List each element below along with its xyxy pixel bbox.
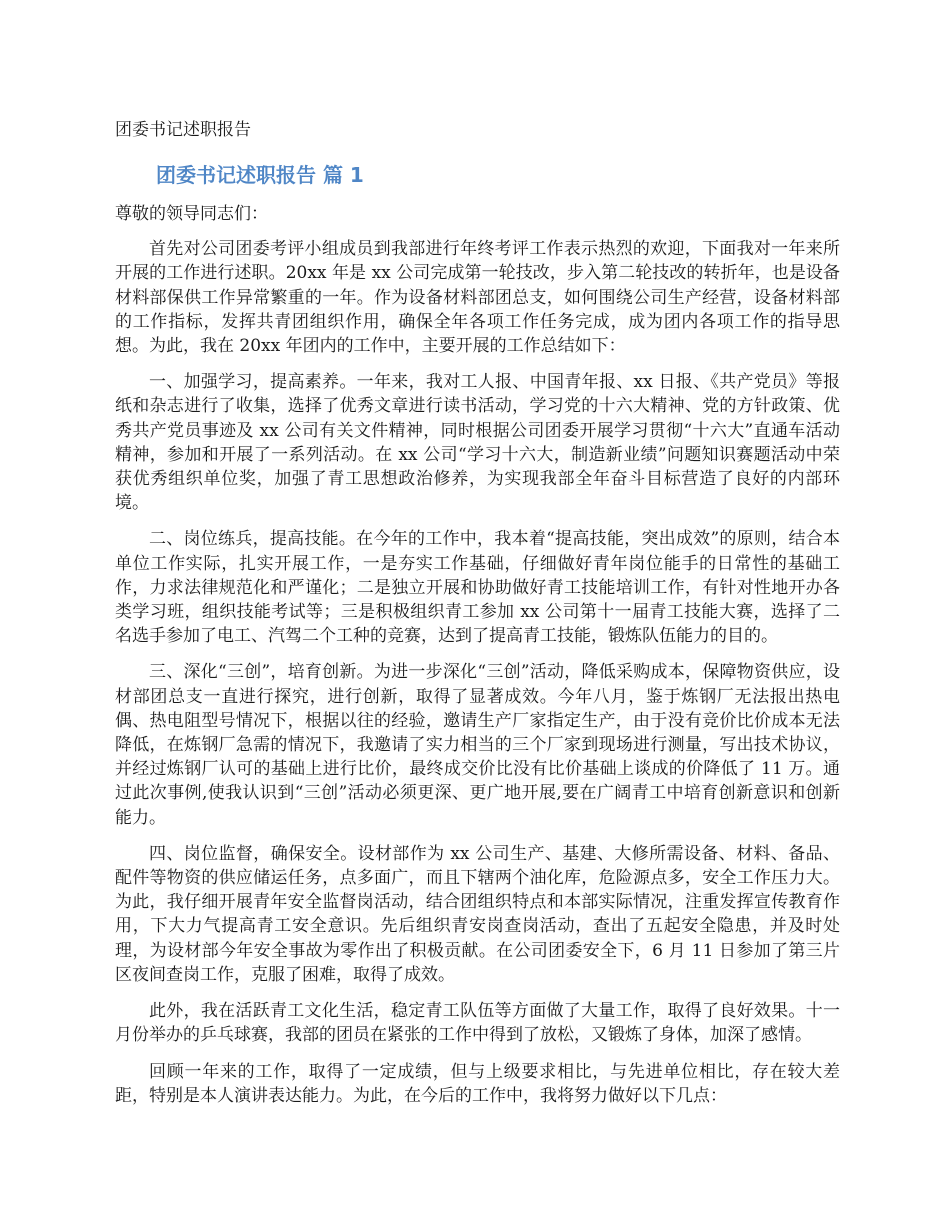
paragraph-skills: 二、岗位练兵，提高技能。在今年的工作中，我本着“提高技能，突出成效”的原则，结合本单位工作实际，扎实开展工作，一是夯实工作基础，仔细做好青年岗位能手的日常性的基础工作，力求法律规范化和严谨化；二是独立开展和协助做好青工技能培训工作，有针对性地开办各类学习班，组织技能考试等；三是积极组织青工参加 xx 公司第十一届青工技能大赛，选择了二名选手参加了电工、汽驾二个工种的竞赛，达到了提高青工技能，锻炼队伍能力的目的。 bbox=[115, 529, 840, 647]
paragraph-study: 一、加强学习，提高素养。一年来，我对工人报、中国青年报、xx 日报、《共产党员》等报纸和杂志进行了收集，选择了优秀文章进行读书活动，学习党的十六大精神、党的方针政策、优秀共产党员事迹及 xx 公司有关文件精神，同时根据公司团委开展学习贯彻“十六大”直通车活动精神，参加和开展了一系列活动。在 xx 公司“学习十六大，制造新业绩”问题知识赛题活动中荣获优秀组织单位奖，加强了青工思想政治修养，为实现我部全年奋斗目标营造了良好的内部环境。 bbox=[115, 372, 840, 514]
salutation: 尊敬的领导同志们： bbox=[115, 204, 268, 224]
paragraph-culture: 此外，我在活跃青工文化生活，稳定青工队伍等方面做了大量工作，取得了良好效果。十一月份举办的乒乓球赛，我部的团员在紧张的工作中得到了放松，又锻炼了身体，加深了感情。 bbox=[115, 1001, 840, 1046]
document-body bbox=[115, 118, 840, 1120]
paragraph-review: 回顾一年来的工作，取得了一定成绩，但与上级要求相比，与先进单位相比，存在较大差距，特别是本人演讲表达能力。为此，在今后的工作中，我将努力做好以下几点： bbox=[115, 1061, 840, 1106]
paragraph-safety: 四、岗位监督，确保安全。设材部作为 xx 公司生产、基建、大修所需设备、材料、备品、配件等物资的供应储运任务，点多面广，而且下辖两个油化库，危险源点多，安全工作压力大。为此，我仔细开展青年安全监督岗活动，结合团组织特点和本部实际情况，注重发挥宣传教育作用，下大力气提高青工安全意识。先后组织青安岗查岗活动，查出了五起安全隐患，并及时处理，为设材部今年安全事故为零作出了积极贡献。在公司团委安全下，6 月 11 日参加了第三片区夜间查岗工作，克服了困难，取得了成效。 bbox=[115, 843, 840, 985]
paragraph-innovation: 三、深化“三创”，培育创新。为进一步深化“三创”活动，降低采购成本，保障物资供应，设材部团总支一直进行探究，进行创新，取得了显著成效。今年八月，鉴于炼钢厂无法报出热电偶、热电阻型号情况下，根据以往的经验，邀请生产厂家指定生产，由于没有竞价比价成本无法降低，在炼钢厂急需的情况下，我邀请了实力相当的三个厂家到现场进行测量，写出技术协议，并经过炼钢厂认可的基础上进行比价，最终成交价比没有比价基础上谈成的价降低了 11 万。通过此次事例,使我认识到“三创”活动必须更深、更广地开展,要在广阔青工中培育创新意识和创新能力。 bbox=[115, 662, 840, 828]
paragraph-intro: 首先对公司团委考评小组成员到我部进行年终考评工作表示热烈的欢迎，下面我对一年来所开展的工作进行述职。20xx 年是 xx 公司完成第一轮技改，步入第二轮技改的转折年，也是设备材料部保供工作异常繁重的一年。作为设备材料部团总支，如何围绕公司生产经营，设备材料部的工作指标，发挥共青团组织作用，确保全年各项工作任务完成，成为团内各项工作的指导思想。为此，我在 20xx 年团内的工作中，主要开展的工作总结如下： bbox=[115, 239, 840, 357]
section-heading: 团委书记述职报告 篇 1 bbox=[156, 163, 364, 187]
document-title: 团委书记述职报告 bbox=[115, 120, 251, 140]
